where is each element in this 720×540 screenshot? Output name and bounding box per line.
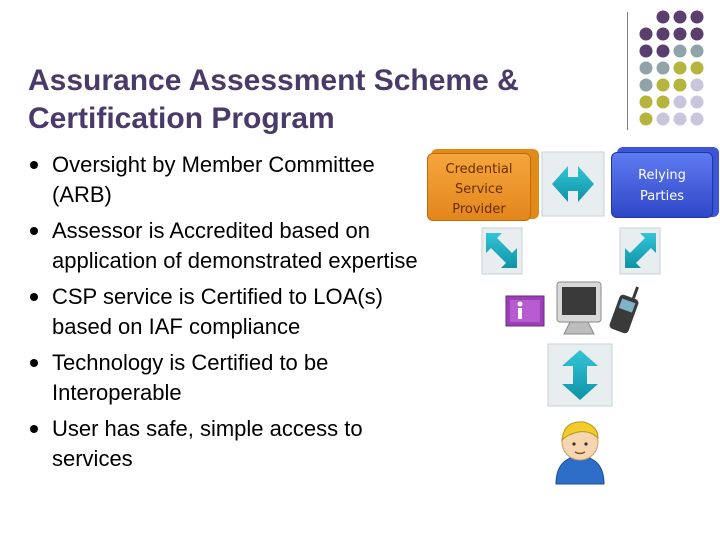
rp-line: Relying [638, 168, 686, 183]
bullet-text: Technology is Certified to be Interoperable [52, 350, 329, 405]
mobile-phone-icon [608, 286, 639, 334]
bullet-text: Oversight by Member Committee (ARB) [52, 152, 375, 207]
double-arrow-diagonal-left-icon [482, 228, 522, 274]
double-arrow-vertical-icon [548, 344, 612, 406]
bullet-text: Assessor is Accredited based on application of demonstrated expertise [52, 218, 418, 273]
double-arrow-diagonal-right-icon [620, 228, 660, 274]
csp-line: Service [454, 182, 504, 197]
csp-line: Credential [445, 162, 513, 177]
bullet-text: CSP service is Certified to LOA(s) based on IAF compliance [52, 284, 383, 339]
csp-line: Provider [452, 202, 506, 217]
double-arrow-horizontal-icon [542, 152, 604, 216]
bullet-text: User has safe, simple access to services [52, 416, 363, 471]
slide-title: Assurance Assessment Scheme & Certification Program [28, 64, 519, 135]
computer-monitor-icon [557, 282, 601, 334]
user-avatar-icon [556, 422, 604, 484]
rp-line: Parties [639, 189, 685, 204]
info-icon [506, 296, 544, 326]
